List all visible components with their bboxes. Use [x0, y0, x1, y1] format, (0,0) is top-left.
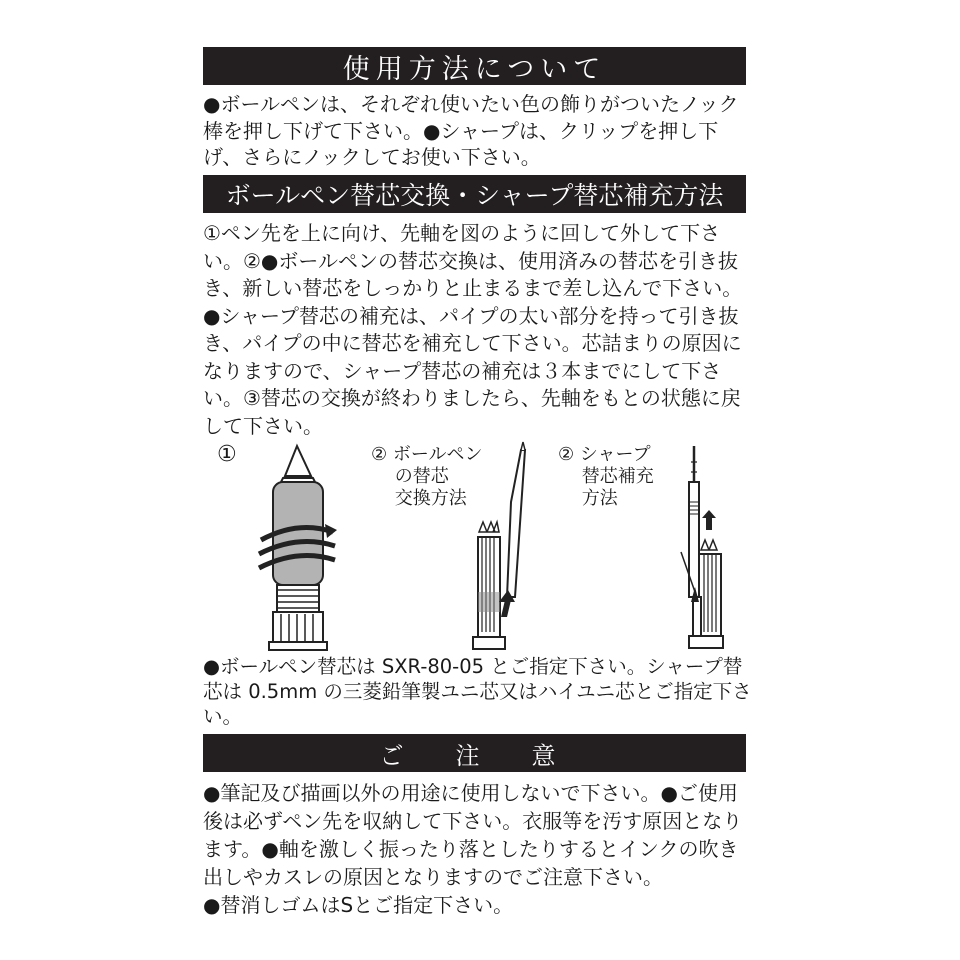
- figure-2-ballpen-refill-illustration: [465, 442, 535, 652]
- section-heading-caution-text: ご 注 意: [379, 741, 570, 770]
- section-heading-refill-text: ボールペン替芯交換・シャープ替芯補充方法: [225, 181, 724, 210]
- figure-1-label: ①: [217, 442, 237, 467]
- section-heading-usage: [203, 47, 746, 85]
- section-heading-refill: [203, 175, 746, 213]
- figure-1-pen-twist-illustration: [253, 442, 343, 652]
- refill-instructions: ①ペン先を上に向け、先軸を図のように回して外して下さい。②●ボールペンの替芯交換は、使用済みの替芯を引き抜き、新しい替芯をしっかりと止まるまで差し込んで下さい。●シャープ替芯の補充は、パイプの太い部分を持って引き抜き、パイプの中に替芯を補充して下さい。芯詰まりの原因になりますので、シャープ替芯の補充は３本までにして下さい。③替芯の交換が終わりましたら、先軸をもとの状態に戻して下さい。: [203, 221, 743, 438]
- refill-product-note: ●ボールペン替芯は SXR-80-05 とご指定下さい。シャープ替芯は 0.5mm の三菱鉛筆製ユニ芯又はハイユニ芯とご指定下さい。: [203, 655, 752, 728]
- refill-illustrations: [203, 436, 755, 651]
- section-heading-usage-text: 使用方法について: [342, 53, 607, 85]
- figure-3-pencil-lead-illustration: [673, 442, 743, 652]
- section-heading-caution: [203, 734, 746, 772]
- usage-instructions: ●ボールペンは、それぞれ使いたい色の飾りがついたノック棒を押し下げて下さい。●シャープは、クリップを押し下げ、さらにノックしてお使い下さい。: [203, 92, 739, 169]
- caution-text: ●筆記及び描画以外の用途に使用しないで下さい。●ご使用後は必ずペン先を収納して下さい。衣服等を汚す原因となります。●軸を激しく振ったり落としたりするとインクの吹き出しやカスレの原因となりますのでご注意下さい。 ●替消しゴムはSとご指定下さい。: [203, 781, 743, 917]
- figure-2-label: ② ボールペン の替芯 交換方法: [371, 444, 483, 509]
- figure-3-label: ② シャープ 替芯補充 方法: [558, 444, 654, 509]
